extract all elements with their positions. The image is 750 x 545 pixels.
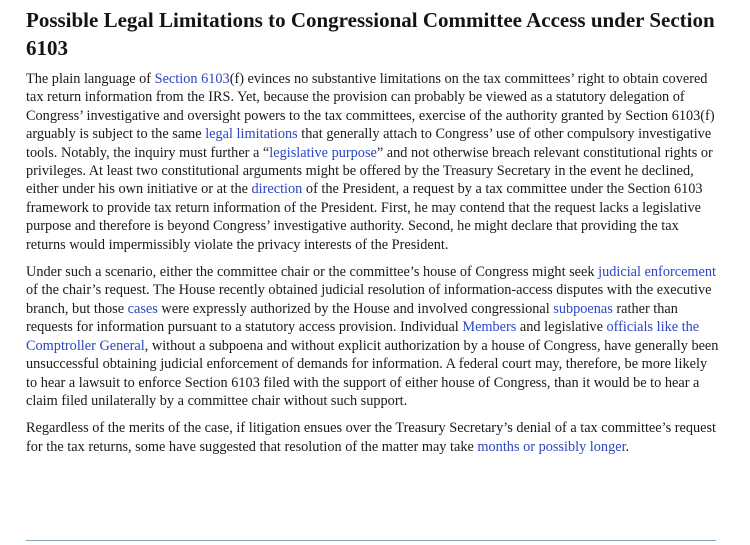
bottom-divider bbox=[26, 540, 716, 541]
text-run: were expressly authorized by the House and involved congressional bbox=[157, 300, 554, 317]
link-members[interactable]: Members bbox=[462, 319, 517, 336]
article bbox=[26, 6, 720, 465]
link-direction[interactable]: direction bbox=[251, 181, 303, 198]
text-run: that generally attach to Congress’ use of other compulsory investigative tools. Notably, the inquiry must further a “ bbox=[26, 126, 712, 161]
text-run: Regardless of the merits of the case, if litigation ensues over the Treasury Secretary’s denial of a tax committee’s request for the tax returns, some have suggested that resolution of the matter may take bbox=[26, 420, 717, 455]
text-run: , without a subpoena and without explicit authorization by a house of Congress, have generally been unsuccessful obtaining judicial enforcement of demands for information. A federal court may, therefore, be more likely to hear a lawsuit to enforce Section 6103 filed with the support of either house of Congress, than it would be to hear a claim filed unilaterally by a committee chair without such support. bbox=[26, 337, 719, 409]
link-legal-limitations[interactable]: legal limitations bbox=[205, 126, 298, 143]
link-months-or-longer[interactable]: months or possibly longer bbox=[477, 438, 626, 455]
text-run: Under such a scenario, either the committee chair or the committee’s house of Congress might seek bbox=[26, 264, 599, 281]
text-run: ” and not otherwise breach relevant constitutional rights or privileges. At least two constitutional arguments might be offered by the Treasury Secretary in the event he declined, either under his own initiative or at the bbox=[26, 144, 713, 198]
text-run: . bbox=[625, 438, 630, 455]
link-cases[interactable]: cases bbox=[127, 300, 158, 317]
paragraph-2 bbox=[26, 263, 720, 410]
text-run: of the chair’s request. The House recently obtained judicial resolution of information-access disputes with the executive branch, but those bbox=[26, 282, 712, 317]
text-run: rather than requests for information pursuant to a statutory access provision. Individual bbox=[26, 300, 678, 336]
link-subpoenas[interactable]: subpoenas bbox=[553, 300, 613, 317]
text-run: and legislative bbox=[516, 319, 607, 336]
paragraph-3 bbox=[26, 419, 720, 456]
link-legislative-purpose[interactable]: legislative purpose bbox=[269, 144, 377, 161]
link-judicial-enforcement[interactable]: judicial enforcement bbox=[598, 264, 717, 281]
paragraph-1 bbox=[26, 70, 720, 254]
link-section-6103[interactable]: Section 6103 bbox=[154, 71, 230, 87]
text-run: The plain language of bbox=[26, 71, 155, 87]
article-title: Possible Legal Limitations to Congressional Committee Access under Section 6103 bbox=[26, 8, 715, 60]
link-comptroller-general[interactable]: officials like the Comptroller General bbox=[26, 319, 700, 354]
text-run: of the President, a request by a tax committee under the Section 6103 framework to provide tax return information of the President. First, he may contend that the request lacks a legislative purpose and therefore is beyond Congress’ investigative authority. Second, he might declare that providing the tax returns would impermissibly violate the privacy interests of the President. bbox=[26, 181, 703, 253]
text-run: (f) evinces no substantive limitations on the tax committees’ right to obtain covered tax return information from the IRS. Yet, because the provision can probably be viewed as a statutory delegation of Congress’ investigative and oversight powers to the tax committees, exercise of the authority granted by Section 6103(f) arguably is subject to the same bbox=[26, 71, 715, 143]
